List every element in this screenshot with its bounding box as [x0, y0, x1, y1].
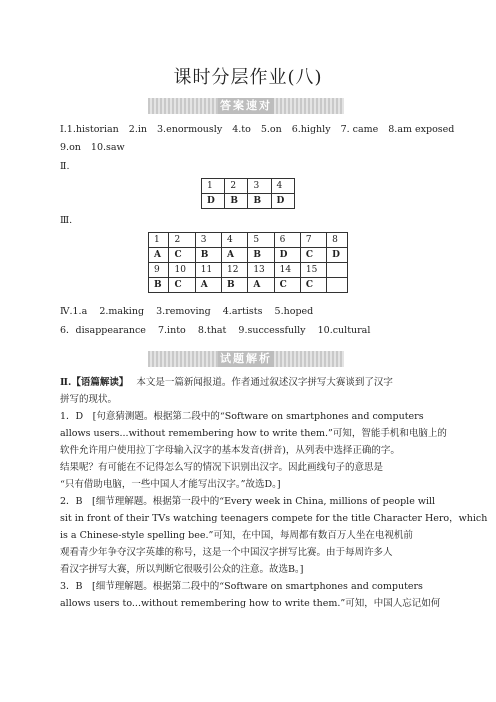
part1-item: 10.saw	[90, 142, 125, 153]
part3-label: Ⅲ.	[60, 215, 73, 226]
analysis-banner-label: 试题解析	[220, 352, 272, 365]
table-cell: D	[271, 194, 294, 209]
table-cell: 2	[225, 179, 248, 194]
table-cell: D	[327, 248, 348, 263]
q1-line: “只有借助电脑，一些中国人才能写出汉字。”故选D。]	[60, 479, 281, 490]
table-cell: A	[222, 248, 248, 263]
table-row	[149, 248, 348, 263]
table-cell: 4	[271, 179, 294, 194]
table-cell: 11	[195, 263, 221, 278]
table-cell: 3	[195, 233, 221, 248]
table-cell: B	[149, 278, 169, 293]
part1-item: 2.in	[128, 124, 148, 135]
q2-line: 2．B [细节理解题。根据第一段中的“Every week in China, millions of people will	[60, 496, 436, 507]
table-cell: 12	[222, 263, 248, 278]
q2-line: 观看青少年争夺汉字英雄的称号，这是一个中国汉字拼写比赛。由于每周许多人	[60, 547, 393, 558]
table-cell: 4	[222, 233, 248, 248]
table-cell: A	[248, 278, 274, 293]
analysis-section	[60, 374, 488, 612]
part3-table	[148, 232, 348, 293]
table-cell: 2	[169, 233, 195, 248]
table-row	[149, 278, 348, 293]
table-cell: 8	[327, 233, 348, 248]
q3-line: allows users to...without remembering how to write them.”可知，中国人忘记如何	[60, 598, 441, 609]
table-cell: D	[274, 248, 300, 263]
table-cell: 6	[274, 233, 300, 248]
table-cell: C	[274, 278, 300, 293]
answers-banner-label: 答案速对	[220, 99, 272, 112]
part1-label: Ⅰ.	[60, 124, 67, 135]
part4-line2: 6．disappearance 7.into 8.that 9.successfully 10.cultural	[60, 325, 371, 336]
part1-item: 3.enormously	[157, 124, 223, 135]
intro-text: 本文是一篇新闻报道。作者通过叙述汉字拼写大赛谈到了汉字	[136, 377, 393, 388]
q2-line: 看汉字拼写大赛，所以判断它很吸引公众的注意。故选B。]	[60, 564, 304, 575]
part1-line1	[60, 123, 455, 137]
table-cell: 7	[300, 233, 326, 248]
table-cell: 10	[169, 263, 195, 278]
intro-label: Ⅱ.【语篇解读】	[60, 377, 129, 388]
q1-line: 结果呢？有可能在不记得怎么写的情况下识别出汉字。因此画线句子的意思是	[60, 462, 384, 473]
part1-item: 7. came	[340, 124, 379, 135]
table-cell	[327, 278, 348, 293]
q1-line: 1．D [句意猜测题。根据第二段中的“Software on smartphones and computers	[60, 411, 424, 422]
page-title: 课时分层作业(八)	[173, 67, 323, 88]
table-cell: 15	[300, 263, 326, 278]
table-cell: D	[202, 194, 225, 209]
table-cell: 13	[248, 263, 274, 278]
part1-item: 4.to	[232, 124, 251, 135]
analysis-intro-line	[60, 374, 444, 391]
part2-label: Ⅱ.	[60, 161, 70, 172]
part1-line2	[60, 141, 444, 155]
q2-line: sit in front of their TVs watching teenagers compete for the title Character Hero，which	[60, 513, 488, 524]
q3-line: 3．B [细节理解题。根据第二段中的“Software on smartphones and computers	[60, 581, 423, 592]
table-row	[202, 179, 295, 194]
table-cell: B	[222, 278, 248, 293]
part1-item: 8.am exposed	[388, 124, 455, 135]
table-cell: B	[225, 194, 248, 209]
q1-line: allows users...without remembering how to write them.”可知，智能手机和电脑上的	[60, 428, 447, 439]
q1-line: 软件允许用户使用拉丁字母输入汉字的基本发音(拼音)，从列表中选择正确的字。	[60, 445, 400, 456]
part4-line1: Ⅳ.1.a 2.making 3.removing 4.artists 5.hoped	[60, 306, 314, 317]
table-cell: B	[195, 248, 221, 263]
part1-item: 1.historian	[66, 124, 119, 135]
table-cell: C	[169, 278, 195, 293]
q2-line: is a Chinese-style spelling bee.”可知，在中国，每周都有数百万人坐在电视机前	[60, 530, 413, 541]
table-cell: 14	[274, 263, 300, 278]
part1-item: 9.on	[60, 142, 81, 153]
table-row	[149, 233, 348, 248]
part1-item: 6.highly	[291, 124, 331, 135]
part2-table	[201, 178, 295, 209]
part1-item: 5.on	[260, 124, 282, 135]
table-cell: 3	[248, 179, 271, 194]
answers-banner	[148, 98, 344, 114]
table-row	[202, 194, 295, 209]
table-row	[149, 263, 348, 278]
table-cell: C	[300, 278, 326, 293]
table-cell	[327, 263, 348, 278]
table-cell: 5	[248, 233, 274, 248]
analysis-banner	[148, 351, 344, 367]
table-cell: A	[195, 278, 221, 293]
table-cell: C	[300, 248, 326, 263]
table-cell: 1	[149, 233, 169, 248]
table-cell: C	[169, 248, 195, 263]
table-cell: A	[149, 248, 169, 263]
table-cell: 9	[149, 263, 169, 278]
table-cell: B	[248, 194, 271, 209]
table-cell: 1	[202, 179, 225, 194]
analysis-intro-line: 拼写的现状。	[60, 394, 118, 405]
table-cell: B	[248, 248, 274, 263]
